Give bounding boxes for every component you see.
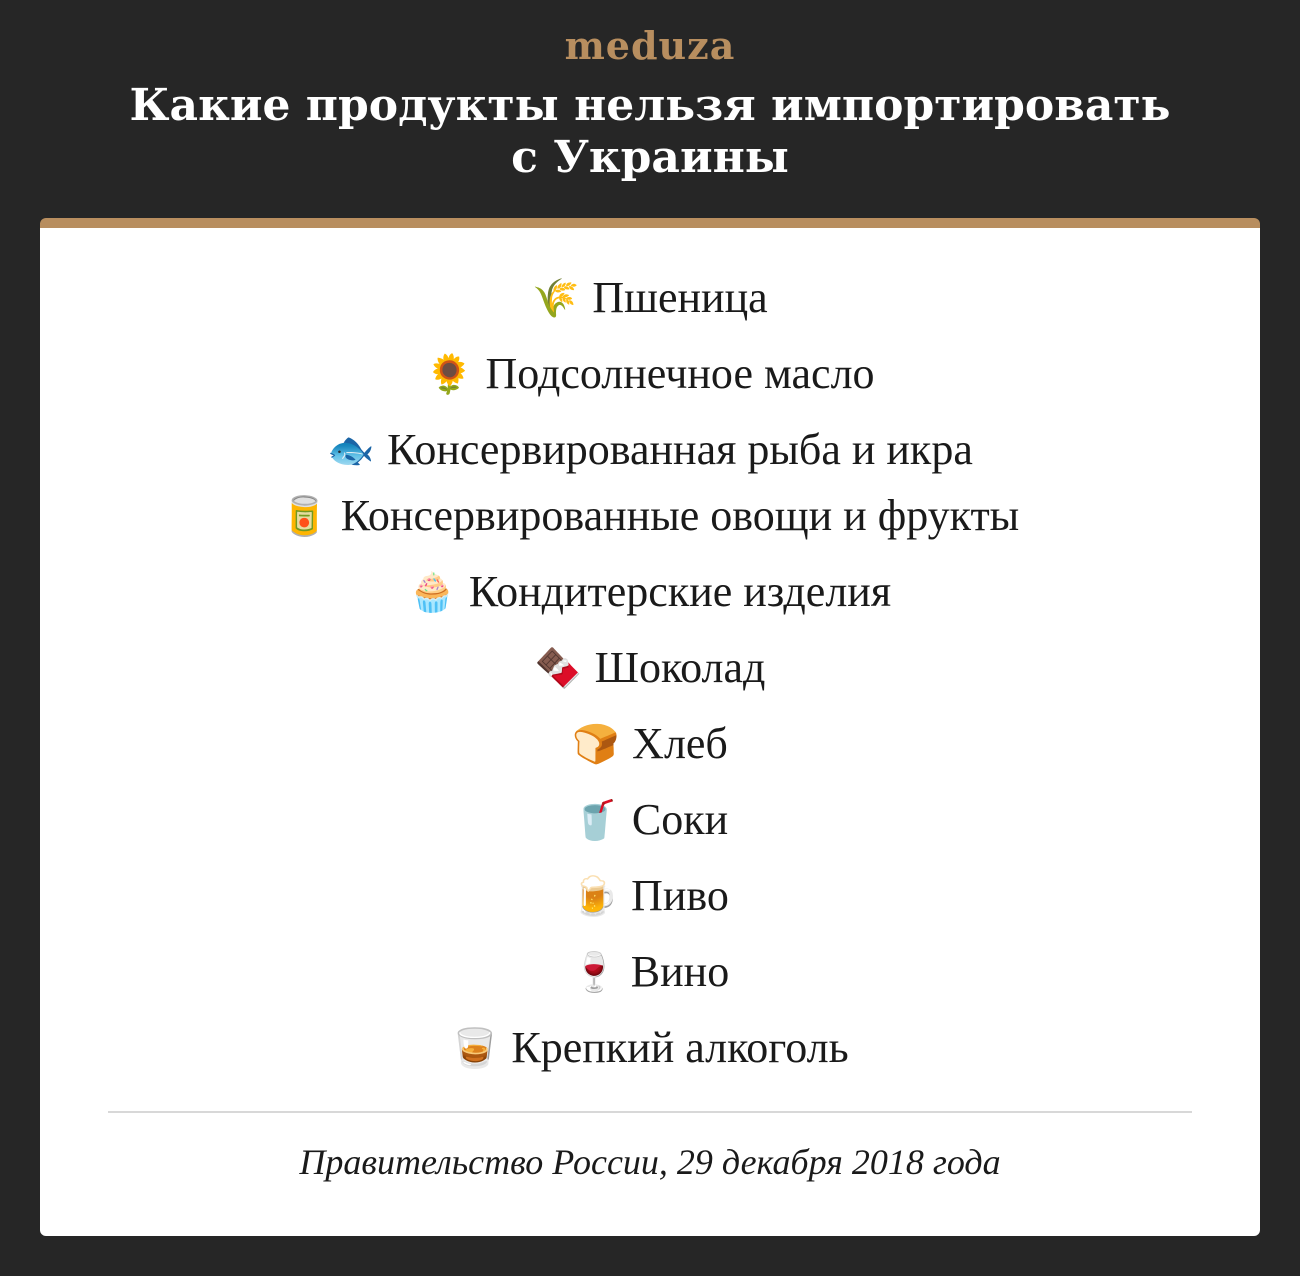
list-item-label: Консервированные овощи и фрукты bbox=[340, 491, 1020, 540]
list-item bbox=[40, 638, 1260, 698]
list-item bbox=[40, 714, 1260, 774]
list-item bbox=[40, 942, 1260, 1002]
list-item-label: Пшеница bbox=[592, 273, 768, 322]
list-item-label: Крепкий алкоголь bbox=[511, 1023, 849, 1072]
list-item-label: Подсолнечное масло bbox=[485, 349, 875, 398]
list-item-label: Консервированная рыба и икра bbox=[387, 425, 973, 474]
rice-icon: 🌾 bbox=[532, 276, 580, 320]
chocolate-bar-icon: 🍫 bbox=[534, 646, 582, 690]
cup-with-straw-icon: 🥤 bbox=[571, 798, 620, 842]
list-item-label: Шоколад bbox=[594, 643, 766, 692]
list-item bbox=[40, 420, 1260, 480]
bread-icon: 🍞 bbox=[572, 722, 620, 766]
list-item-label: Соки bbox=[631, 795, 729, 844]
title-line-1: Какие продукты нельзя импортировать bbox=[129, 80, 1171, 131]
cupcake-icon: 🧁 bbox=[408, 570, 457, 614]
source-caption: Правительство России, 29 декабря 2018 года bbox=[299, 1142, 1001, 1182]
list-item bbox=[40, 1018, 1260, 1078]
list-item bbox=[40, 486, 1260, 546]
list-item-label: Хлеб bbox=[632, 719, 728, 768]
sunflower-icon: 🌻 bbox=[425, 352, 473, 396]
page-title bbox=[100, 80, 1200, 184]
tumbler-glass-icon: 🥃 bbox=[451, 1026, 499, 1070]
list-item bbox=[40, 268, 1260, 328]
list-item bbox=[40, 866, 1260, 926]
meduza-logo: meduza bbox=[564, 23, 736, 68]
list-item bbox=[40, 344, 1260, 404]
list-item-label: Кондитерские изделия bbox=[468, 567, 892, 616]
canned-food-icon: 🥫 bbox=[280, 494, 329, 538]
list-item-label: Вино bbox=[630, 947, 730, 996]
list-item bbox=[40, 562, 1260, 622]
fish-icon: 🐟 bbox=[327, 428, 375, 472]
content-card bbox=[40, 218, 1260, 1236]
title-line-2: с Украины bbox=[511, 132, 789, 183]
wine-glass-icon: 🍷 bbox=[570, 950, 619, 994]
list-item-label: Пиво bbox=[631, 871, 729, 920]
beer-mug-icon: 🍺 bbox=[571, 874, 619, 918]
list-item bbox=[40, 790, 1260, 850]
divider bbox=[108, 1111, 1192, 1113]
